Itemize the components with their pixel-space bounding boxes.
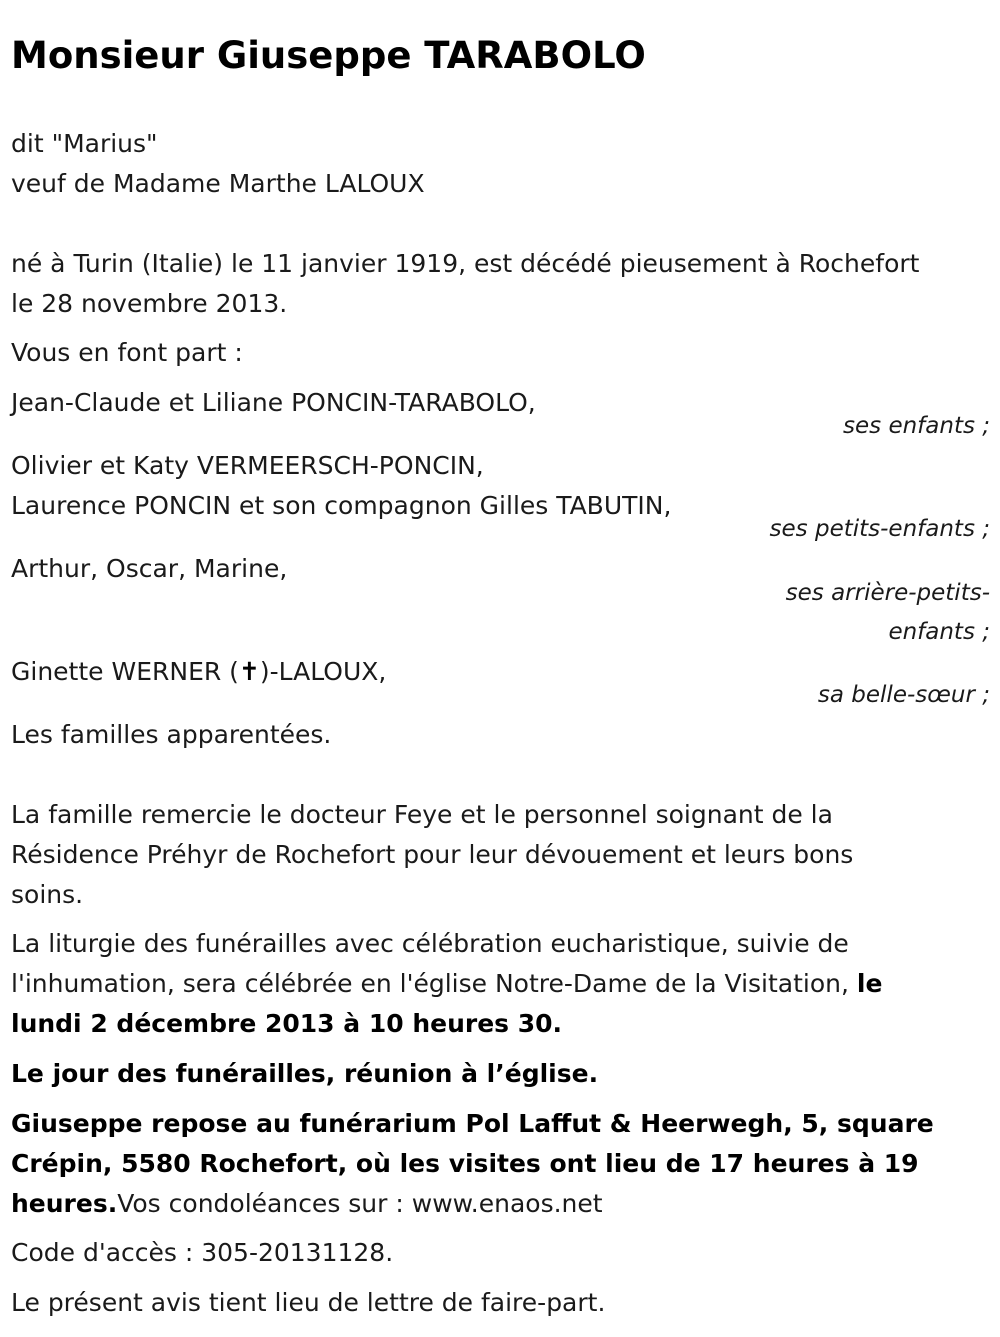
sister-in-law-prefix: Ginette WERNER (	[11, 657, 239, 686]
funeral-home-line-3	[11, 1184, 603, 1224]
closing-line: Le présent avis tient lieu de lettre de faire-part.	[11, 1288, 606, 1317]
liturgy-line-2	[11, 964, 882, 1004]
great-grandchildren-role-line-2: enfants ;	[888, 619, 990, 645]
nickname-line: dit "Marius"	[11, 129, 158, 158]
thanks-line-1: La famille remercie le docteur Feye et le personnel soignant de la	[11, 800, 833, 829]
page-title: Monsieur Giuseppe TARABOLO	[11, 34, 646, 77]
meeting-line: Le jour des funérailles, réunion à l’église.	[11, 1059, 599, 1088]
access-code-line: Code d'accès : 305-20131128.	[11, 1238, 394, 1267]
condolences-text: Vos condoléances sur : www.enaos.net	[117, 1189, 603, 1218]
related-families: Les familles apparentées.	[11, 720, 332, 749]
funeral-home-line-1: Giuseppe repose au funérarium Pol Laffut & Heerwegh, 5, square	[11, 1109, 934, 1138]
funeral-home-line-2: Crépin, 5580 Rochefort, où les visites ont lieu de 17 heures à 19	[11, 1149, 919, 1178]
liturgy-line-2-bold: le	[856, 969, 883, 998]
thanks-line-3: soins.	[11, 880, 84, 909]
liturgy-date: lundi 2 décembre 2013 à 10 heures 30.	[11, 1009, 563, 1038]
children-role: ses enfants ;	[843, 413, 990, 439]
birth-death-line-1: né à Turin (Italie) le 11 janvier 1919, est décédé pieusement à Rochefort	[11, 249, 920, 278]
announcement-line: Vous en font part :	[11, 338, 243, 367]
grandchildren-line-2: Laurence PONCIN et son compagnon Gilles TABUTIN,	[11, 491, 672, 520]
cross-icon: ✝	[238, 657, 260, 686]
sister-in-law-names	[11, 652, 386, 692]
sister-in-law-suffix: )-LALOUX,	[259, 657, 387, 686]
great-grandchildren-names: Arthur, Oscar, Marine,	[11, 554, 288, 583]
grandchildren-role: ses petits-enfants ;	[769, 516, 990, 542]
funeral-home-hours-end: heures.	[11, 1189, 118, 1218]
great-grandchildren-role-line-1: ses arrière-petits-	[785, 580, 990, 606]
liturgy-line-1: La liturgie des funérailles avec célébration eucharistique, suivie de	[11, 929, 849, 958]
thanks-line-2: Résidence Préhyr de Rochefort pour leur dévouement et leurs bons	[11, 840, 854, 869]
birth-death-line-2: le 28 novembre 2013.	[11, 289, 288, 318]
grandchildren-line-1: Olivier et Katy VERMEERSCH-PONCIN,	[11, 451, 484, 480]
sister-in-law-role: sa belle-sœur ;	[817, 682, 990, 708]
widower-line: veuf de Madame Marthe LALOUX	[11, 169, 425, 198]
children-names: Jean-Claude et Liliane PONCIN-TARABOLO,	[11, 388, 536, 417]
liturgy-line-2-text: l'inhumation, sera célébrée en l'église Notre-Dame de la Visitation,	[11, 969, 857, 998]
